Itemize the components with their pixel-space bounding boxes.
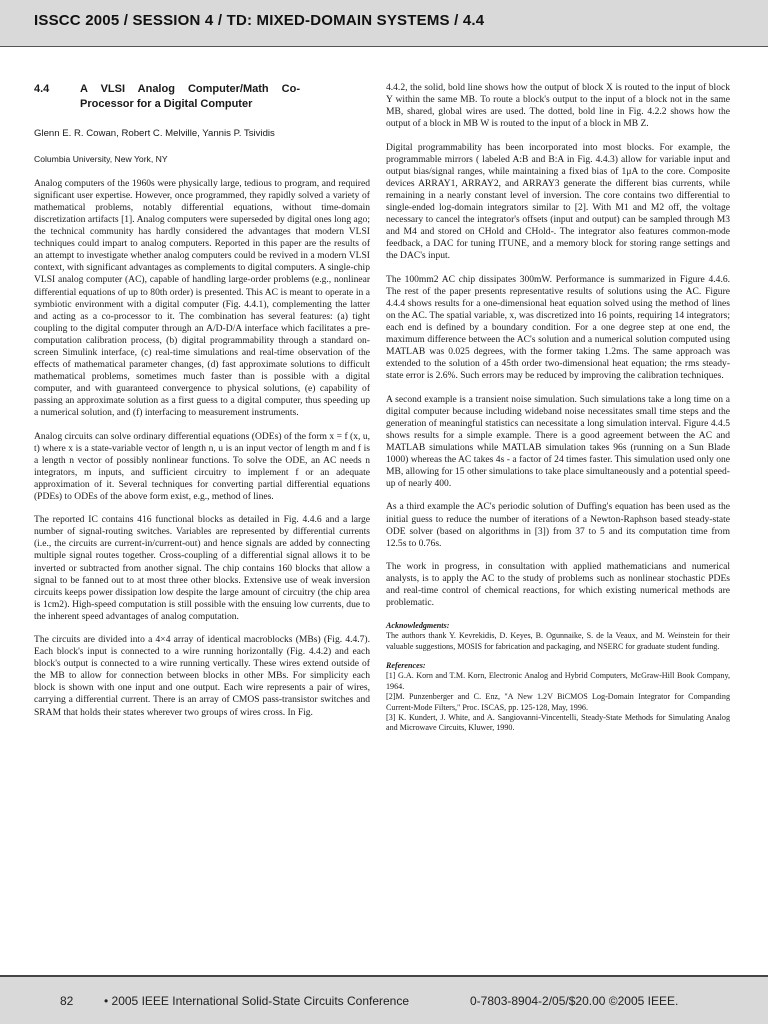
paragraph-duffing: As a third example the AC's periodic solution of Duffing's equation has been used as the initial guess to reduce the number of iterations of a Newton-Raphson based steady-state ODE solver (based on algorithms in [3]) from 37 to 5 and its computation time from 12.5s to 0.76s. bbox=[386, 501, 730, 549]
paragraph-macroblocks: The circuits are divided into a 4×4 array of identical macroblocks (MBs) (Fig. 4.4.7). Each block's input is connected to a wire running horizontally (Fig. 4.4.2) and each block's output is connected to a wire running vertically. These wires extend outside of the MB to allow for connection between blocks in other MBs. For simplicity each block is shown with one input and one output. Each wire represents a pair of wires, carrying a differential current. There is an array of CMOS pass-transistor switches and SRAM that holds their states wherever two groups of wires cross. In Fig. bbox=[34, 634, 370, 718]
paragraph-intro: Analog computers of the 1960s were physically large, tedious to program, and required significant user expertise. However, once programmed, they rapidly solved a variety of mathematical problems, notably differential equations, without time-domain discretization artifacts [1]. Analog computers were superseded by digital ones long ago; the technical community has hardly considered the advantages that modern VLSI techniques could impart to analog computers. Reported in this paper are the results of an attempt to investigate whether analog computers could be revived in a modern VLSI context, with significant advantages as complements to digital computers. A single-chip VLSI analog computer (AC), capable of handling large-order problems (e.g., nonlinear differential equations of up to 80th order) is presented. This AC is meant to operate in a symbiotic environment with a digital computer (Fig. 4.4.1), complementing the latter and acting as a co-processor to it. The combination has several features: (a) tight coupling to the digital computer through an A/D-D/A interface which facilitates a pre-computation calibration process, (b) digital programmability through a standard on-screen Simulink interface, (c) real-time simulations and real-time observation of the effects of mathematical parameter changes, (d) fast approximate solutions to difficult mathematical problems, sometimes much faster than is possible with a digital computer, and with guaranteed convergence to physical solutions, (e) capability of passing an approximate solution as a first guess to a digital computer, thus speeding up a numerical solution, and (f) interfacing to measurement instruments. bbox=[34, 178, 370, 418]
paragraph-routing: 4.4.2, the solid, bold line shows how the output of block X is routed to the input of block Y within the same MB. To route a block's output to the input of a block not in the same MB, shared, global wires are used. The dotted, bold line in Fig. 4.2.2 shows how the output of a block in MB W is routed to the input of a block in MB Z. bbox=[386, 82, 730, 130]
references-heading: References: bbox=[386, 661, 426, 671]
author-list: Glenn E. R. Cowan, Robert C. Melville, Yannis P. Tsividis bbox=[34, 128, 275, 139]
section-heading bbox=[34, 82, 370, 112]
affiliation: Columbia University, New York, NY bbox=[34, 154, 168, 165]
paragraph-performance: The 100mm2 AC chip dissipates 300mW. Performance is summarized in Figure 4.4.6. The rest of the paper presents representative results of solutions using the AC. Figure 4.4.4 shows results for a one-dimensional heat equation solved using the method of lines on the AC. The spatial variable, x, was discretized into 16 points, requiring 14 integrators; each end is defined by a boundary condition. For a one degree step at one end, the maximum difference between the AC's solution and a numerical solution computed using MATLAB was 0.025 degrees, with the former taking 1.2ms. The same approach was extended to the solution of a 45th order two-dimensional heat equation; the rms steady-state error is 2.6%. Such errors may be reduced by improving the calibration techniques. bbox=[386, 273, 730, 382]
paragraph-ode: Analog circuits can solve ordinary differential equations (ODEs) of the form x = f (x, u, t) where x is a state-variable vector of length n, u is an input vector of length m and f is a length n vector of possibly nonlinear functions. To solve the ODE, an AC needs n integrators, m inputs, and sufficient circuitry to implement f or an adequate approximation of it. Several techniques for converting partial differential equations (PDEs) to ODEs of the above form exist, e.g., method of lines. bbox=[34, 430, 370, 502]
paragraph-ic-blocks: The reported IC contains 416 functional blocks as detailed in Fig. 4.4.6 and a large number of signal-routing switches. Variables are represented by differential currents (i.e., the circuits are current-in/current-out) and hence signals are added by connecting multiple signal routes together. Cross-coupling of a differential signal allows it to be inverted or subtracted from another signal. The chip contains 160 blocks that allow a signal to be fanned out to at most three other blocks. Extensive use of weak inversion circuits keeps power dissipation low despite the large amount of circuitry (the chip area is 1cm2). High-speed computation is still possible with the ensuing low currents, due to the inherent speed advantages of analog computation. bbox=[34, 514, 370, 622]
paragraph-future-work: The work in progress, in consultation with applied mathematicians and numerical analysts, is to apply the AC to the study of problems such as nonlinear stochastic PDEs and real-time control of chemical reactions, for which existing numerical methods are problematic. bbox=[386, 561, 730, 609]
paper-title: A VLSI Analog Computer/Math Co-Processor for a Digital Computer bbox=[80, 83, 300, 110]
left-column bbox=[34, 82, 370, 730]
section-number: 4.4 bbox=[34, 83, 50, 95]
reference-item: [2]M. Punzenberger and C. Enz, "A New 1.2V BiCMOS Log-Domain Integrator for Companding Current-Mode Filters," Proc. ISCAS, pp. 125-128, May, 1996. bbox=[386, 692, 730, 712]
acknowledgments bbox=[386, 621, 730, 734]
reference-item: [1] G.A. Korn and T.M. Korn, Electronic Analog and Hybrid Computers, McGraw-Hill Book Company, 1964. bbox=[386, 671, 730, 691]
session-header: ISSCC 2005 / SESSION 4 / TD: MIXED-DOMAIN SYSTEMS / 4.4 bbox=[34, 12, 485, 29]
reference-item: [3] K. Kundert, J. White, and A. Sangiovanni-Vincentelli, Steady-State Methods for Simulating Analog and Microwave Circuits, Kluwer, 1990. bbox=[386, 713, 730, 733]
paragraph-noise-simulation: A second example is a transient noise simulation. Such simulations take a long time on a digital computer because including wideband noise necessitates small time steps and the generation of meaningful statistics can necessitate a long simulation interval. Figure 4.4.5 shows results for a simple example. There is a good agreement between the AC and MATLAB simulations while MATLAB simulation takes 96s (running on a Sun Blade 1000) whereas the AC takes 4s - a factor of 24 times faster. This simulation used only one MB, allowing for 15 other simulations to take place simultaneously and a potential speed-up of nearly 400. bbox=[386, 393, 730, 489]
right-column bbox=[386, 82, 730, 734]
acknowledgments-text: The authors thank Y. Kevrekidis, D. Keyes, B. Ogunnaike, S. de la Veaux, and M. Weinstein for their valuable suggestions, MOSIS for fabrication and packaging, and NSERC for graduate student funding. bbox=[386, 631, 730, 651]
isbn-copyright: 0-7803-8904-2/05/$20.00 ©2005 IEEE. bbox=[470, 994, 679, 1008]
page-number: 82 bbox=[60, 994, 74, 1008]
conference-name: • 2005 IEEE International Solid-State Circuits Conference bbox=[104, 994, 410, 1008]
acknowledgments-heading: Acknowledgments: bbox=[386, 620, 450, 630]
header-band bbox=[0, 0, 768, 47]
paragraph-programmability: Digital programmability has been incorporated into most blocks. For example, the programmable mirrors ( labeled A:B and B:A in Fig. 4.4.3) allow for variable input and output bias/signal ranges, while maintaining a fixed bias of 1μA to the core. Composite devices ARRAY1, ARRAY2, and ARRAY3 generate the different bias currents, while remaining in a nearly constant level of inversion. The core contains two differential to single-ended log-domain integrators similar to [2]. With M1 and M2 off, the voltage necessary to cancel the integrator's offsets (input and output) can be sampled through M3 and M4 and stored on CHold and CHold-. The integrator also features common-mode feedback, a DAC for tuning ITUNE, and a memory block for storing range settings and the DAC's input. bbox=[386, 141, 730, 262]
